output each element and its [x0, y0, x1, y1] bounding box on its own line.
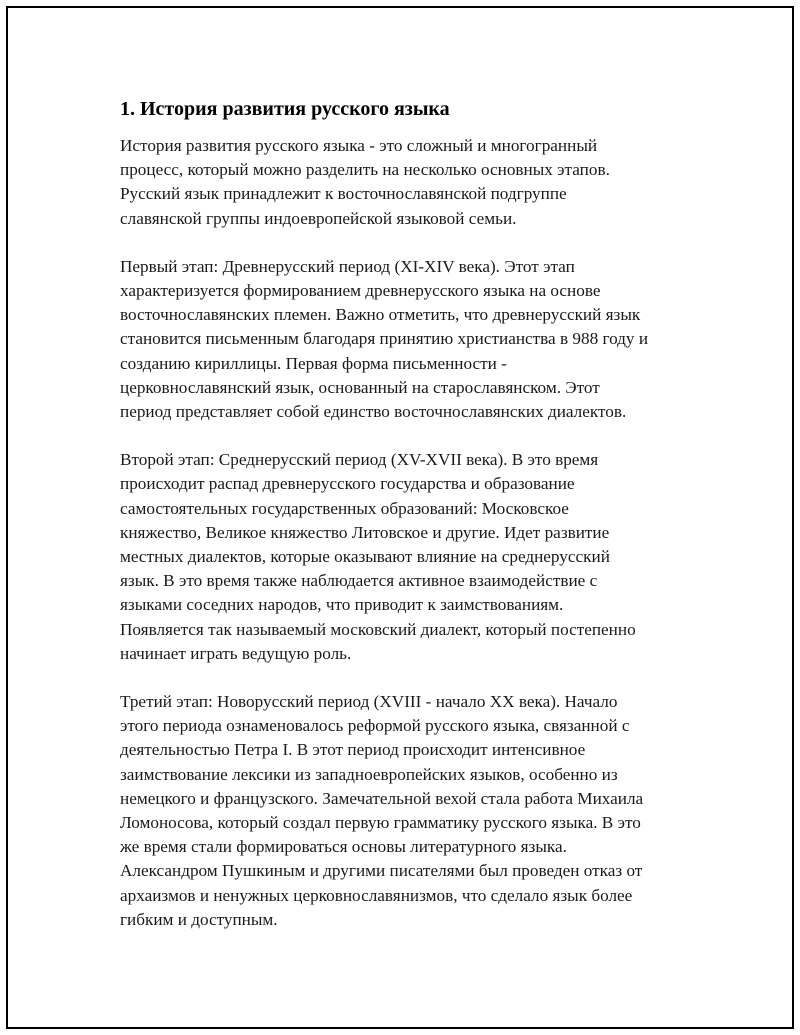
text-line: немецкого и французского. Замечательной вехой стала работа Михаила [120, 788, 644, 808]
text-line: начинает играть ведущую роль. [120, 643, 352, 663]
page-frame [6, 6, 794, 1029]
text-line: восточнославянских племен. Важно отметить, что древнерусский язык [120, 305, 641, 325]
paragraph [120, 134, 710, 231]
text-line: История развития русского языка - это сложный и многогранный [120, 136, 598, 155]
text-line: Ломоносова, который создал первую грамматику русского языка. В это [120, 813, 641, 833]
text-line: процесс, который можно разделить на несколько основных этапов. [120, 160, 610, 180]
text-line: Появляется так называемый московский диалект, который постепенно [120, 619, 636, 639]
text-line: заимствование лексики из западноевропейских языков, особенно из [120, 764, 618, 784]
text-line: язык. В это время также наблюдается активное взаимодействие с [120, 571, 598, 591]
text-line: происходит распад древнерусского государства и образование [120, 474, 575, 494]
text-line: славянской группы индоевропейской языковой семьи. [120, 208, 517, 228]
text-line: характеризуется формированием древнерусского языка на основе [120, 281, 601, 301]
text-line: Русский язык принадлежит к восточнославянской подгруппе [120, 184, 567, 204]
text-line: Третий этап: Новорусский период (XVIII - начало XX века). Начало [120, 692, 618, 712]
text-line: деятельностью Петра I. В этот период происходит интенсивное [120, 740, 586, 760]
text-line: церковнославянский язык, основанный на старославянском. Этот [120, 377, 600, 397]
text-line: языками соседних народов, что приводит к заимствованиям. [120, 595, 564, 615]
paragraph [120, 690, 710, 932]
text-line: же время стали формироваться основы литературного языка. [120, 837, 567, 857]
text-line: этого периода ознаменовалось реформой русского языка, связанной с [120, 716, 630, 736]
text-line: гибким и доступным. [120, 909, 278, 929]
text-line: Второй этап: Среднерусский период (XV-XVII века). В это время [120, 450, 599, 470]
paragraph [120, 448, 710, 666]
text-line: Первый этап: Древнерусский период (XI-XIV века). Этот этап [120, 256, 575, 276]
paragraph-list [120, 134, 710, 932]
text-line: созданию кириллицы. Первая форма письменности - [120, 353, 507, 373]
text-line: княжество, Великое княжество Литовское и другие. Идет развитие [120, 522, 610, 542]
text-line: местных диалектов, которые оказывают влияние на среднерусский [120, 547, 610, 567]
text-line: Александром Пушкиным и другими писателями был проведен отказ от [120, 861, 643, 881]
text-line: становится письменным благодаря принятию христианства в 988 году и [120, 329, 649, 349]
text-line: период представляет собой единство восточнославянских диалектов. [120, 402, 627, 422]
document-body [120, 96, 710, 956]
document-title: 1. История развития русского языка [120, 98, 450, 120]
text-line: архаизмов и ненужных церковнославянизмов, что сделало язык более [120, 885, 633, 905]
paragraph [120, 255, 710, 424]
text-line: самостоятельных государственных образований: Московское [120, 498, 569, 518]
